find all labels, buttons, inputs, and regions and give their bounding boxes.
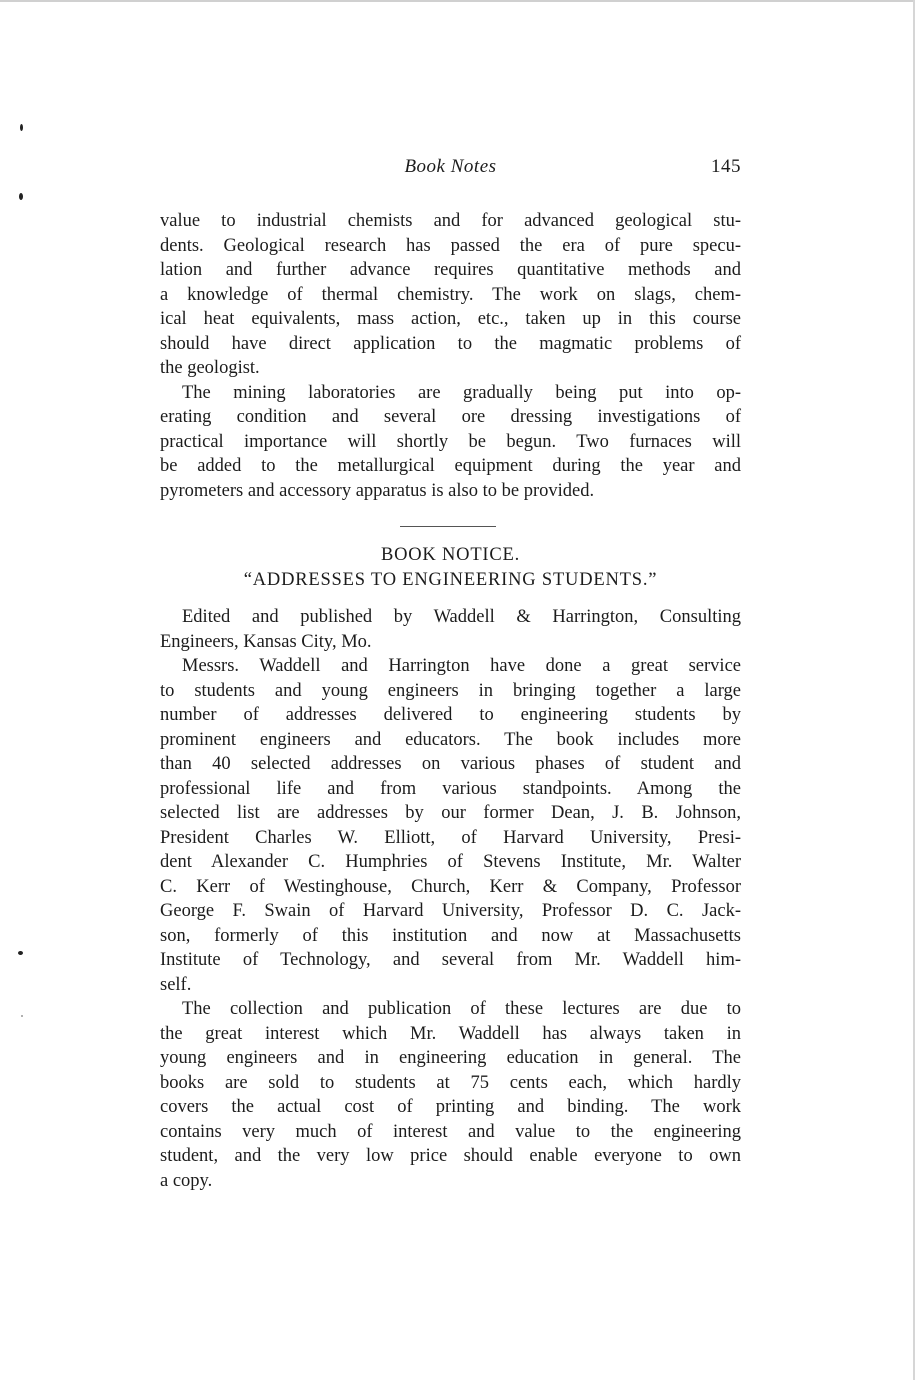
text-line: the great interest which Mr. Waddell has always taken in xyxy=(160,1023,741,1044)
text-line: to students and young engineers in bringing together a large xyxy=(160,680,741,701)
text-line: Institute of Technology, and several from Mr. Waddell him- xyxy=(160,950,741,970)
text-line: Edited and published by Waddell & Harrington, Consulting xyxy=(182,607,741,627)
notice-subheading: “ADDRESSES TO ENGINEERING STUDENTS.” xyxy=(243,570,658,590)
text-line: value to industrial chemists and for advanced geological stu- xyxy=(160,211,741,231)
text-line: selected list are addresses by our former Dean, J. B. Johnson, xyxy=(160,803,741,823)
text-line: prominent engineers and educators. The book includes more xyxy=(160,729,741,750)
text-line: contains very much of interest and value to the engineering xyxy=(160,1121,741,1142)
text-line: should have direct application to the magmatic problems of xyxy=(160,333,741,354)
text-line: dents. Geological research has passed the era of pure specu- xyxy=(160,235,741,256)
text-line: be added to the metallurgical equipment during the year and xyxy=(160,456,741,476)
text-line: covers the actual cost of printing and binding. The work xyxy=(160,1097,741,1117)
text-line: a copy. xyxy=(160,1170,213,1191)
text-line: dent Alexander C. Humphries of Stevens Institute, Mr. Walter xyxy=(160,852,741,872)
text-line: practical importance will shortly be begun. Two furnaces will xyxy=(160,431,741,452)
section-divider xyxy=(400,526,496,527)
book-notice-body xyxy=(160,605,741,1193)
text-line: young engineers and in engineering education in general. The xyxy=(160,1048,741,1068)
text-line: lation and further advance requires quantitative methods and xyxy=(160,260,741,280)
text-line: President Charles W. Elliott, of Harvard University, Presi- xyxy=(160,827,741,848)
text-line: student, and the very low price should enable everyone to own xyxy=(160,1146,741,1166)
margin-speck xyxy=(18,951,23,955)
text-line: Messrs. Waddell and Harrington have done a great service xyxy=(182,656,741,676)
text-line: the geologist. xyxy=(160,358,260,378)
text-line: The mining laboratories are gradually being put into op- xyxy=(182,382,741,403)
running-head-title: Book Notes xyxy=(404,156,497,177)
text-line: erating condition and several ore dressing investigations of xyxy=(160,407,741,427)
text-line: ical heat equivalents, mass action, etc., taken up in this course xyxy=(160,309,741,329)
text-line: son, formerly of this institution and now at Massachusetts xyxy=(160,925,741,946)
page-number: 145 xyxy=(711,156,741,177)
text-line: than 40 selected addresses on various phases of student and xyxy=(160,754,741,774)
text-line: number of addresses delivered to engineering students by xyxy=(160,705,741,725)
text-line: books are sold to students at 75 cents each, which hardly xyxy=(160,1072,741,1093)
text-line: The collection and publication of these lectures are due to xyxy=(182,999,741,1019)
margin-speck xyxy=(19,193,23,200)
text-line: Engineers, Kansas City, Mo. xyxy=(160,631,372,652)
page-top-edge xyxy=(0,0,915,2)
margin-speck xyxy=(20,124,23,131)
book-notes-continuation xyxy=(160,209,741,503)
margin-speck xyxy=(21,1015,23,1017)
text-line: a knowledge of thermal chemistry. The work on slags, chem- xyxy=(160,284,741,305)
text-line: George F. Swain of Harvard University, Professor D. C. Jack- xyxy=(160,901,741,921)
notice-heading: BOOK NOTICE. xyxy=(380,545,521,565)
text-line: professional life and from various standpoints. Among the xyxy=(160,778,741,799)
running-head xyxy=(160,156,741,182)
text-line: self. xyxy=(160,974,192,995)
text-line: pyrometers and accessory apparatus is also to be provided. xyxy=(160,480,595,501)
text-line: C. Kerr of Westinghouse, Church, Kerr & Company, Professor xyxy=(160,876,741,897)
